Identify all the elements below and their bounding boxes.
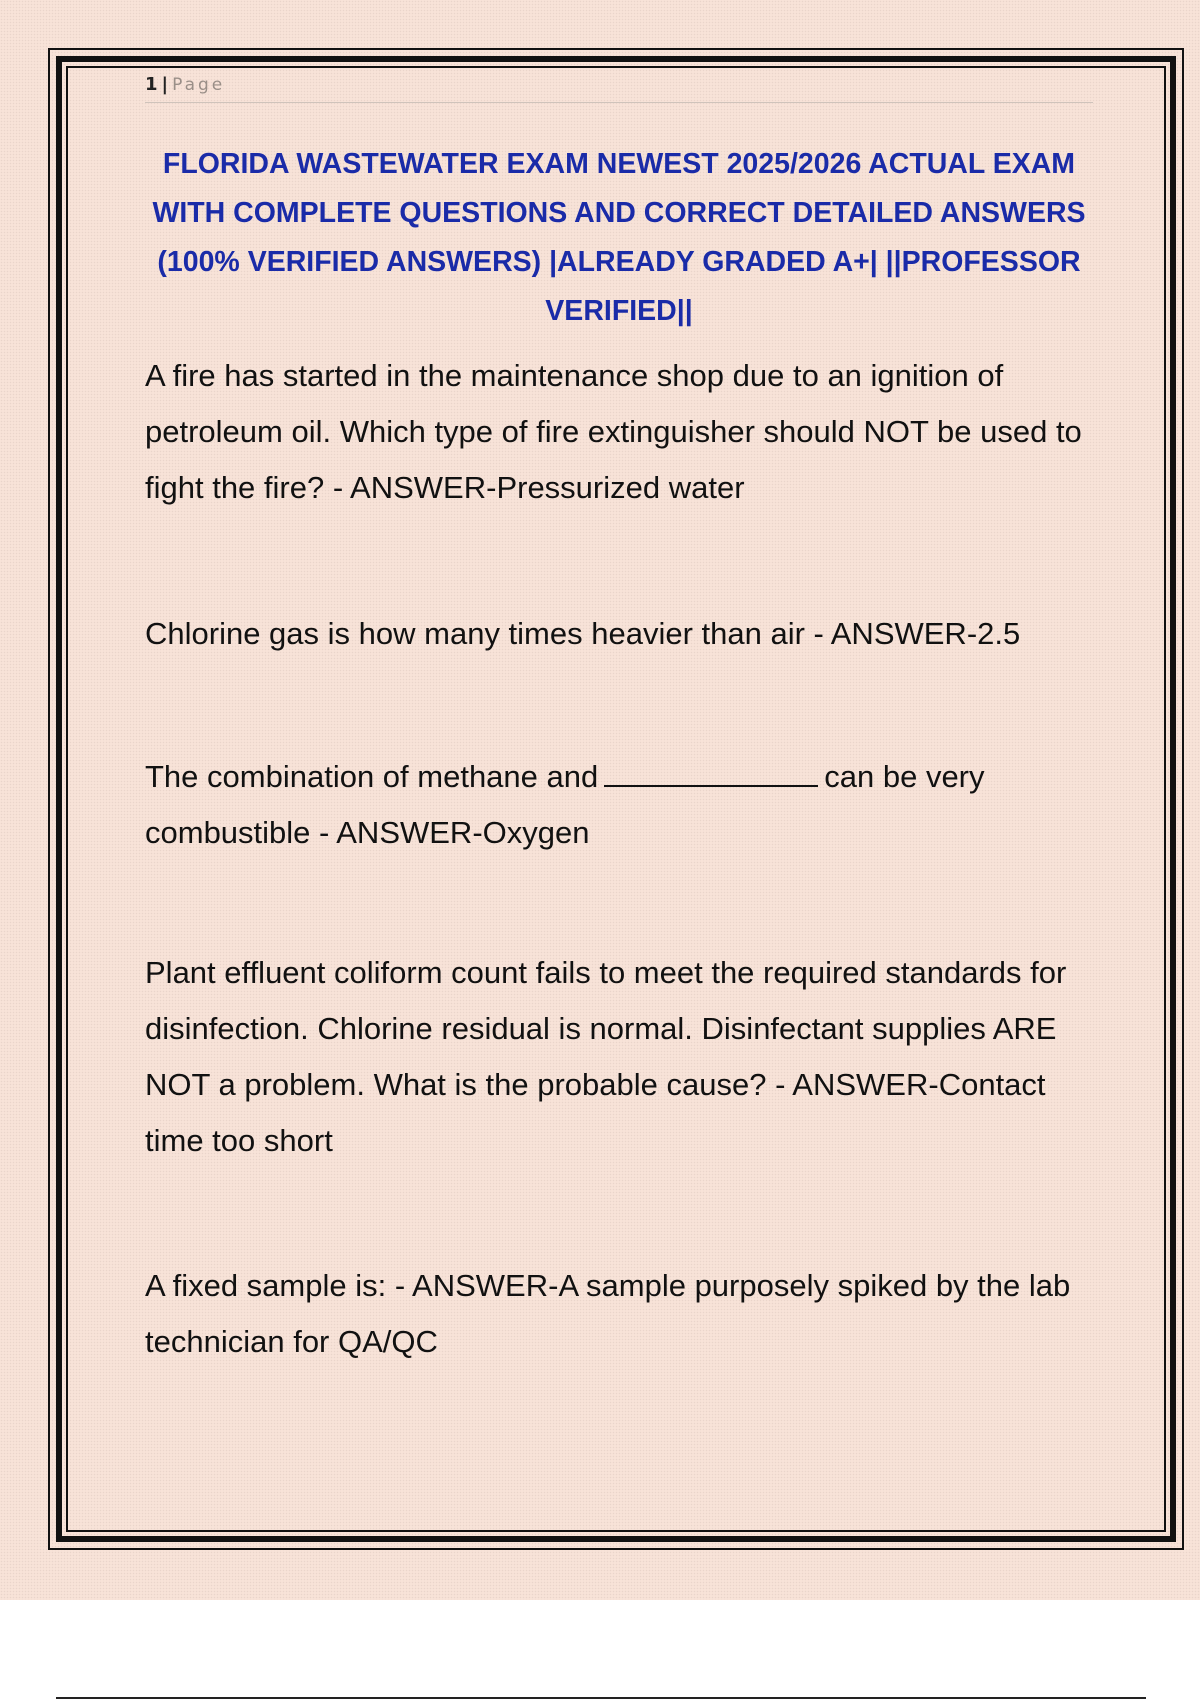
question-1: A fire has started in the maintenance shop due to an ignition of petroleum oil. Which type of fire extinguisher should NOT be used to fight the fire? - ANSWER-Pressurized water — [145, 358, 1082, 505]
next-page-divider — [56, 1697, 1146, 1699]
question-3 — [145, 749, 1095, 861]
question-3-text-after: can be very combustible - ANSWER-Oxygen — [145, 759, 985, 850]
document-title: FLORIDA WASTEWATER EXAM NEWEST 2025/2026 ACTUAL EXAM WITH COMPLETE QUESTIONS AND CORRECT DETAILED ANSWERS (100% VERIFIED ANSWERS) |ALREADY GRADED A+| ||PROFESSOR VERIFIED|| — [152, 148, 1086, 327]
fill-in-blank — [604, 759, 818, 787]
page-separator: | — [161, 74, 169, 95]
page-header — [145, 74, 1093, 103]
page-word: Page — [172, 75, 226, 95]
question-5: A fixed sample is: - ANSWER-A sample purposely spiked by the lab technician for QA/QC — [145, 1268, 1071, 1359]
question-2: Chlorine gas is how many times heavier than air - ANSWER-2.5 — [145, 616, 1021, 651]
page-number: 1 — [145, 74, 158, 95]
question-4: Plant effluent coliform count fails to meet the required standards for disinfection. Chlorine residual is normal. Disinfectant supplies ARE NOT a problem. What is the probable cause? - ANSWER-Contact time too short — [145, 955, 1067, 1158]
question-3-text-before: The combination of methane and — [145, 759, 599, 794]
